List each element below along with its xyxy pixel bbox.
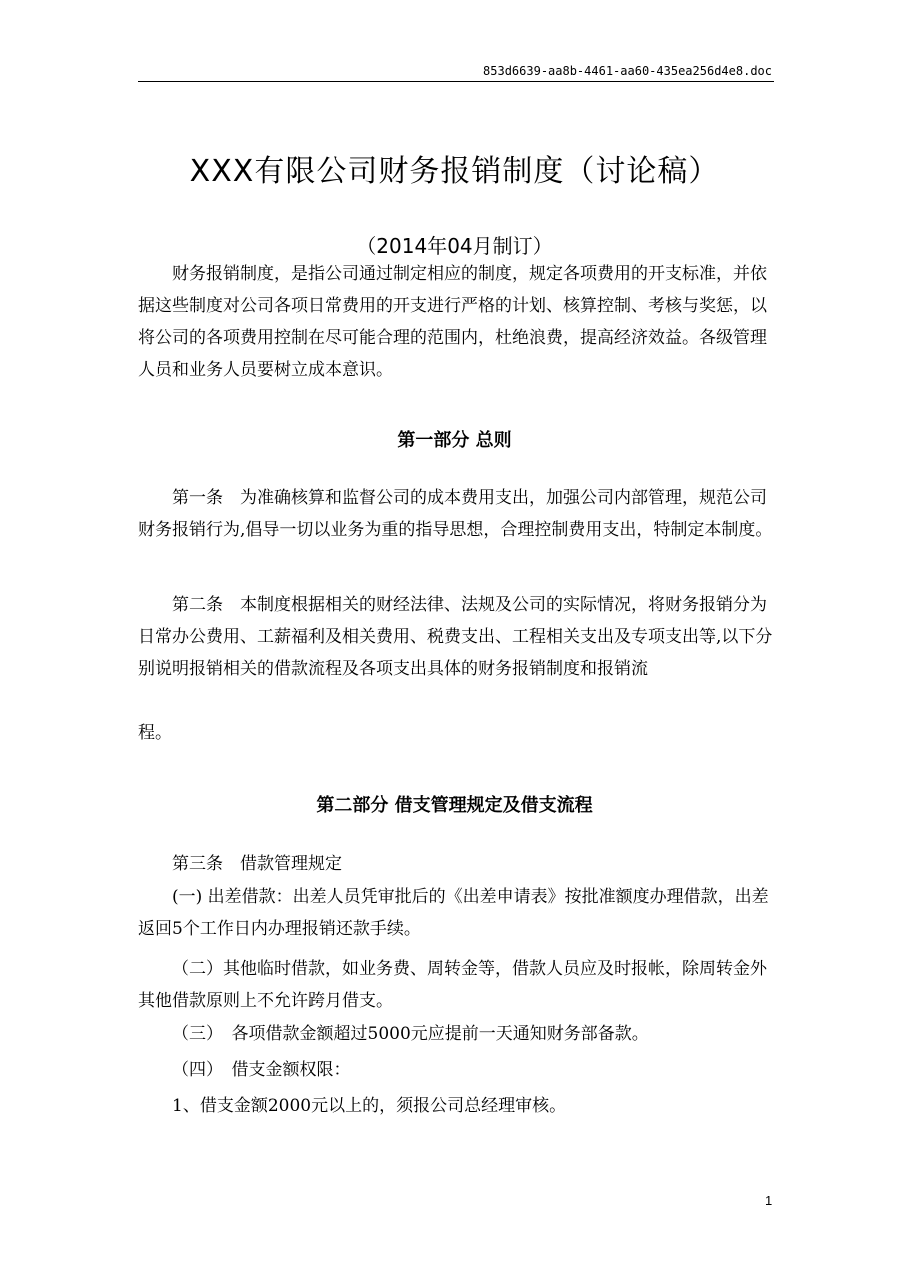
article-2-continuation: 程。 [138, 723, 172, 743]
intro-paragraph: 财务报销制度，是指公司通过制定相应的制度，规定各项费用的开支标准，并依据这些制度对公司各项日常费用的开支进行严格的计划、核算控制、考核与奖惩，以将公司的各项费用控制在尽可能合理的范围内，杜绝浪费，提高经济效益。各级管理人员和业务人员要树立成本意识。 [138, 264, 767, 380]
loan-item-3: （三） 各项借款金额超过5000元应提前一天通知财务部备款。 [172, 1024, 649, 1044]
page-number: 1 [765, 1193, 773, 1208]
article-3: 第三条 借款管理规定 [172, 854, 342, 874]
document-subtitle: （2014年04月制订） [356, 234, 553, 258]
loan-item-2: （二）其他临时借款，如业务费、周转金等，借款人员应及时报帐，除周转金外其他借款原则上不允许跨月借支。 [138, 959, 767, 1011]
loan-item-5: 1、借支金额2000元以上的，须报公司总经理审核。 [172, 1096, 567, 1116]
loan-item-1: (一) 出差借款：出差人员凭审批后的《出差申请表》按批准额度办理借款，出差返回5个工作日内办理报销还款手续。 [138, 887, 769, 939]
document-title: XXX有限公司财务报销制度（讨论稿） [189, 154, 720, 189]
header-divider [138, 81, 774, 82]
loan-item-4: （四） 借支金额权限： [172, 1060, 351, 1080]
part2-heading: 第二部分 借支管理规定及借支流程 [316, 795, 593, 816]
part1-heading: 第一部分 总则 [397, 430, 512, 451]
header-filename: 853d6639-aa8b-4461-aa60-435ea256d4e8.doc [483, 64, 772, 78]
article-2: 第二条 本制度根据相关的财经法律、法规及公司的实际情况，将财务报销分为日常办公费用、工薪福利及相关费用、税费支出、工程相关支出及专项支出等,以下分别说明报销相关的借款流程及各项支出具体的财务报销制度和报销流 [138, 595, 773, 679]
article-1: 第一条 为准确核算和监督公司的成本费用支出，加强公司内部管理，规范公司财务报销行为,倡导一切以业务为重的指导思想，合理控制费用支出，特制定本制度。 [138, 488, 773, 540]
